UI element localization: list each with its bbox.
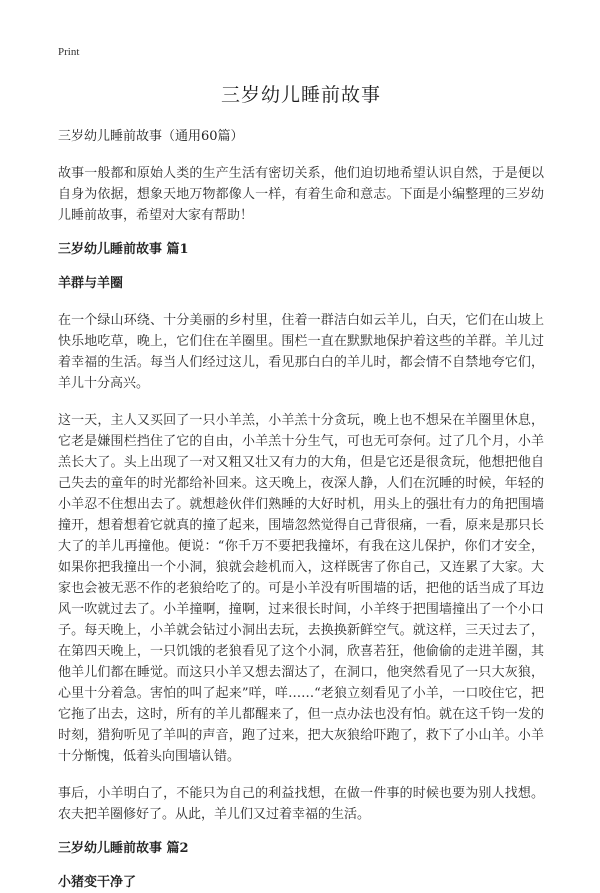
article-subtitle: 三岁幼儿睡前故事（通用60篇）	[58, 129, 244, 144]
story-paragraph: 这一天，主人又买回了一只小羊羔，小羊羔十分贪玩，晚上也不想呆在羊圈里休息，它老是嫌围栏挡住了它的自由，小羊羔十分生气，可也无可奈何。过了几个月，小羊羔长大了。头上出现了一对又粗又壮又有力的大角，但是它还是很贪玩，他想把他自己失去的童年的时光都给补回来。这天晚上，夜深人静，人们在沉睡的时候，年轻的小羊忍不住想出去了。就想趁伙伴们熟睡的大好时机，用头上的强壮有力的角把围墙撞开，想着想着它就真的撞了起来，围墙忽然觉得自己背很痛，一看，原来是那只长大了的羊儿再撞他。便说：“你千万不要把我撞坏，有我在这儿保护，你们才安全，如果你把我撞出一个小洞，狼就会趁机而入，这样既害了你自己，又连累了大家。大家也会被无恶不作的老狼给吃了的。可是小羊没有听围墙的话，把他的话当成了耳边风一吹就过去了。小羊撞啊，撞啊，过来很长时间，小羊终于把围墙撞出了一个小口子。每天晚上，小羊就会钻过小洞出去玩，去换换新鲜空气。就这样，三天过去了，在第四天晚上，一只饥饿的老狼看见了这个小洞，欣喜若狂，他偷偷的走进羊圈，其他羊儿们都在睡觉。而这只小羊又想去溜达了，在洞口，他突然看见了一只大灰狼，心里十分着急。害怕的叫了起来”咩，咩……“老狼立刻看见了小羊，一口咬住它，把它拖了出去，这时，所有的羊儿都醒来了，但一点办法也没有怕。就在这千钧一发的时刻，猎狗听见了羊叫的声音，跑了过来，把大灰狼给吓跑了，救下了小山羊。小羊十分惭愧，低着头向围墙认错。	[58, 413, 544, 764]
section-heading-2: 三岁幼儿睡前故事 篇2	[58, 841, 189, 856]
section-heading-1: 三岁幼儿睡前故事 篇1	[58, 242, 189, 257]
story-paragraph: 事后，小羊明白了，不能只为自己的利益找想，在做一件事的时候也要为别人找想。农夫把羊圈修好了。从此，羊儿们又过着幸福的生活。	[58, 786, 544, 822]
story-title-2: 小猪变干净了	[58, 875, 137, 890]
page-title: 三岁幼儿睡前故事	[220, 84, 381, 106]
print-link[interactable]: Print	[58, 46, 80, 58]
story-title-1: 羊群与羊圈	[58, 276, 124, 291]
intro-paragraph: 故事一般都和原始人类的生产生活有密切关系，他们迫切地希望认识自然，于是便以自身为依据，想象天地万物都像人一样，有着生命和意志。下面是小编整理的三岁幼儿睡前故事，希望对大家有帮助！	[58, 166, 544, 223]
article	[58, 80, 544, 893]
story-paragraph: 在一个绿山环绕、十分美丽的乡村里，住着一群洁白如云羊儿，白天，它们在山坡上快乐地吃草，晚上，它们住在羊圈里。围栏一直在默默地保护着这些的羊群。羊儿过着幸福的生活。每当人们经过这儿，看见那白白的羊儿时，都会情不自禁地夸它们，羊儿十分高兴。	[58, 313, 544, 391]
